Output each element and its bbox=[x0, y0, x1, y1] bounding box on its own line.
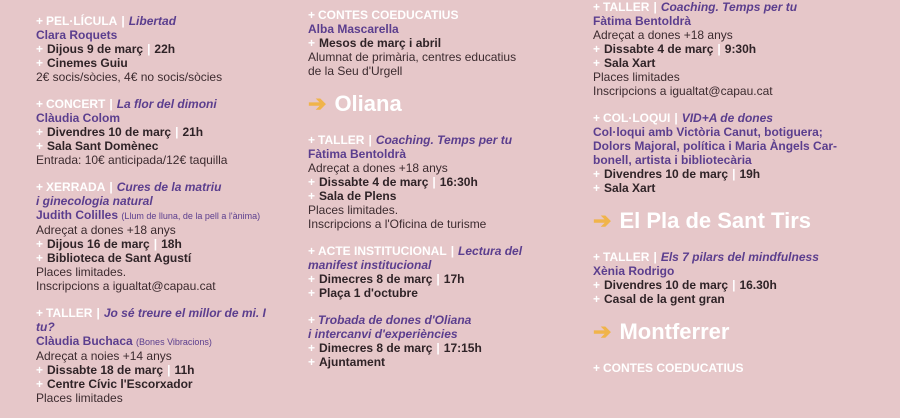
event-place: Cinemes Guiu bbox=[47, 56, 128, 70]
event-place-row: + Sala Xart bbox=[593, 181, 656, 195]
event-time: 19h bbox=[739, 167, 761, 181]
event-trobada bbox=[308, 313, 553, 369]
event-mindfulness bbox=[593, 250, 873, 306]
event-title: Libertad bbox=[128, 14, 177, 28]
event-note: Alumnat de primària, centres educatius bbox=[308, 50, 517, 64]
event-date-row: + Dijous 16 de març | 18h bbox=[36, 237, 182, 251]
event-header: + XERRADA | Cures de la matriu bbox=[36, 180, 222, 194]
event-date: Dimecres 8 de març bbox=[319, 341, 433, 355]
event-type: ACTE INSTITUCIONAL bbox=[318, 244, 447, 258]
event-header: + TALLER | Jo sé treure el millor de mi. I tu? bbox=[36, 306, 266, 334]
event-title: Cures de la matriu bbox=[116, 180, 222, 194]
event-type: TALLER bbox=[603, 0, 650, 14]
event-header: + Trobada de dones d'Oliana bbox=[308, 313, 472, 327]
event-time: 9:30h bbox=[724, 42, 757, 56]
event-description: Col·loqui amb Victòria Canut, botiguera; bbox=[593, 125, 823, 139]
event-title: Coaching. Temps per tu bbox=[375, 133, 513, 147]
event-audience: Adreçat a dones +18 anys bbox=[36, 223, 176, 237]
event-header: + TALLER | Coaching. Temps per tu bbox=[593, 0, 798, 14]
event-type: CONTES COEDUCATIUS bbox=[603, 361, 744, 375]
section-title: Oliana bbox=[334, 91, 402, 116]
event-header: + COL·LOQUI | VID+A de dones bbox=[593, 111, 773, 125]
event-header: + CONCERT | La flor del dimoni bbox=[36, 97, 217, 111]
event-time: 17h bbox=[443, 272, 465, 286]
event-note: Places limitades bbox=[593, 70, 680, 84]
event-place: Biblioteca de Sant Agustí bbox=[47, 251, 192, 265]
event-speaker: Clara Roquets bbox=[36, 28, 118, 42]
event-note: Places limitades bbox=[36, 391, 123, 405]
event-date: Divendres 10 de març bbox=[604, 167, 729, 181]
event-date-row: + Divendres 10 de març | 16.30h bbox=[593, 278, 777, 292]
event-title-line2: i ginecologia natural bbox=[36, 194, 153, 208]
arrow-right-icon: ➔ bbox=[308, 91, 327, 116]
event-concert bbox=[36, 97, 281, 167]
event-speaker: Alba Mascarella bbox=[308, 22, 399, 36]
event-note: Places limitades. bbox=[308, 203, 399, 217]
event-date: Dimecres 8 de març bbox=[319, 272, 433, 286]
event-speaker: Fàtima Bentoldrà bbox=[308, 147, 407, 161]
event-time: 16.30h bbox=[739, 278, 777, 292]
event-date: Divendres 10 de març bbox=[604, 278, 729, 292]
event-contes-montferrer bbox=[593, 361, 873, 375]
event-place-row: + Casal de la gent gran bbox=[593, 292, 725, 306]
event-place: Sala Xart bbox=[604, 181, 656, 195]
event-place: Plaça 1 d'octubre bbox=[319, 286, 418, 300]
event-description: bonell, artista i bibliotecària bbox=[593, 153, 752, 167]
event-title: Els 7 pilars del mindfulness bbox=[660, 250, 819, 264]
event-type: TALLER bbox=[603, 250, 650, 264]
event-audience: Adreçat a dones +18 anys bbox=[593, 28, 733, 42]
event-type: TALLER bbox=[46, 306, 93, 320]
event-header: + TALLER | Coaching. Temps per tu bbox=[308, 133, 513, 147]
event-note: de la Seu d'Urgell bbox=[308, 64, 403, 78]
event-audience: Adreçat a noies +14 anys bbox=[36, 349, 172, 363]
event-pellicula bbox=[36, 14, 281, 84]
event-time: 22h bbox=[154, 42, 176, 56]
event-speaker: Fàtima Bentoldrà bbox=[593, 14, 692, 28]
event-date: Dissabte 4 de març bbox=[319, 175, 429, 189]
arrow-right-icon: ➔ bbox=[593, 208, 612, 233]
speaker-name: Judith Colilles bbox=[36, 208, 119, 222]
event-date-row: + Divendres 10 de març | 19h bbox=[593, 167, 761, 181]
event-place: Sala Xart bbox=[604, 56, 656, 70]
event-place-row: + Sala Sant Domènec bbox=[36, 139, 159, 153]
event-place: Centre Cívic l'Escorxador bbox=[47, 377, 193, 391]
event-acte bbox=[308, 244, 553, 300]
column-1 bbox=[36, 14, 281, 418]
event-place: Casal de la gent gran bbox=[604, 292, 725, 306]
event-speaker bbox=[36, 208, 281, 223]
event-note: Entrada: 10€ anticipada/12€ taquilla bbox=[36, 153, 228, 167]
event-date: Dissabte 18 de març bbox=[47, 363, 164, 377]
event-header: + CONTES COEDUCATIUS bbox=[308, 8, 459, 22]
event-note: 2€ socis/sòcies, 4€ no socis/sòcies bbox=[36, 70, 223, 84]
event-date-row: + Divendres 10 de març | 21h bbox=[36, 125, 204, 139]
event-place-row: + Ajuntament bbox=[308, 355, 386, 369]
event-date-row: + Dimecres 8 de març | 17:15h bbox=[308, 341, 482, 355]
section-heading-pla-sant-tirs bbox=[593, 208, 873, 234]
event-title-line2: i intercanvi d'experiències bbox=[308, 327, 458, 341]
event-time: 16:30h bbox=[439, 175, 478, 189]
event-date: Mesos de març i abril bbox=[319, 36, 442, 50]
event-type: COL·LOQUI bbox=[603, 111, 671, 125]
event-note: Places limitades. bbox=[36, 265, 127, 279]
event-title: La flor del dimoni bbox=[116, 97, 217, 111]
event-date: Divendres 10 de març bbox=[47, 125, 172, 139]
speaker-name: Clàudia Buchaca bbox=[36, 334, 133, 348]
event-title: Lectura del bbox=[458, 244, 523, 258]
section-heading-oliana bbox=[308, 91, 553, 117]
event-header: + CONTES COEDUCATIUS bbox=[593, 361, 744, 375]
event-title: VID+A de dones bbox=[681, 111, 773, 125]
event-date-row: + Dissabte 4 de març | 9:30h bbox=[593, 42, 757, 56]
event-registration: Inscripcions a igualtat@capau.cat bbox=[593, 84, 773, 98]
column-2 bbox=[308, 8, 553, 382]
event-title-line2: manifest institucional bbox=[308, 258, 432, 272]
event-description: Dolors Majoral, política i Maria Àngels Car- bbox=[593, 139, 838, 153]
event-title: Jo sé treure el millor de mi. I tu? bbox=[36, 306, 266, 334]
event-colloqui bbox=[593, 111, 873, 195]
event-place-row: + Centre Cívic l'Escorxador bbox=[36, 377, 193, 391]
section-heading-montferrer bbox=[593, 319, 873, 345]
event-xerrada bbox=[36, 180, 281, 293]
event-speaker: Clàudia Colom bbox=[36, 111, 121, 125]
event-speaker: Xènia Rodrigo bbox=[593, 264, 675, 278]
event-time: 11h bbox=[174, 363, 195, 377]
section-title: El Pla de Sant Tirs bbox=[619, 208, 811, 233]
event-place-row: + Cinemes Guiu bbox=[36, 56, 128, 70]
event-date-row: + Dimecres 8 de març | 17h bbox=[308, 272, 465, 286]
event-date: Dissabte 4 de març bbox=[604, 42, 714, 56]
event-place: Ajuntament bbox=[319, 355, 386, 369]
event-taller-coaching-xart bbox=[593, 0, 873, 98]
event-place: Sala de Plens bbox=[319, 189, 397, 203]
column-3 bbox=[593, 0, 873, 388]
event-type: PEL·LÍCULA bbox=[46, 14, 118, 28]
event-header: + PEL·LÍCULA | Libertad bbox=[36, 14, 177, 28]
speaker-affiliation: (Bones Vibracions) bbox=[136, 337, 212, 347]
event-date-row: + Dijous 9 de març | 22h bbox=[36, 42, 176, 56]
event-type: XERRADA bbox=[46, 180, 106, 194]
event-header: + ACTE INSTITUCIONAL | Lectura del bbox=[308, 244, 523, 258]
event-taller-coaching bbox=[308, 133, 553, 231]
event-type: TALLER bbox=[318, 133, 365, 147]
event-registration: Inscripcions a l'Oficina de turisme bbox=[308, 217, 487, 231]
event-date-row: + Dissabte 4 de març | 16:30h bbox=[308, 175, 478, 189]
section-title: Montferrer bbox=[619, 319, 730, 344]
event-contes bbox=[308, 8, 553, 78]
event-time: 17:15h bbox=[443, 341, 482, 355]
event-place-row: + Biblioteca de Sant Agustí bbox=[36, 251, 192, 265]
arrow-right-icon: ➔ bbox=[593, 319, 612, 344]
speaker-affiliation: (Llum de lluna, de la pell a l'ànima) bbox=[121, 211, 261, 221]
event-date: Dijous 16 de març bbox=[47, 237, 150, 251]
event-date-row: + Mesos de març i abril bbox=[308, 36, 442, 50]
event-place-row: + Sala de Plens bbox=[308, 189, 397, 203]
event-date: Dijous 9 de març bbox=[47, 42, 144, 56]
event-audience: Adreçat a dones +18 anys bbox=[308, 161, 448, 175]
event-place-row: + Sala Xart bbox=[593, 56, 656, 70]
event-time: 18h bbox=[161, 237, 182, 251]
event-place: Sala Sant Domènec bbox=[47, 139, 159, 153]
event-registration: Inscripcions a igualtat@capau.cat bbox=[36, 279, 216, 293]
event-title: Trobada de dones d'Oliana bbox=[318, 313, 472, 327]
event-title: Coaching. Temps per tu bbox=[660, 0, 798, 14]
event-date-row: + Dissabte 18 de març | 11h bbox=[36, 363, 195, 377]
event-time: 21h bbox=[182, 125, 204, 139]
event-speaker bbox=[36, 334, 281, 349]
event-taller-noies bbox=[36, 306, 281, 405]
event-place-row: + Plaça 1 d'octubre bbox=[308, 286, 418, 300]
event-type: CONTES COEDUCATIUS bbox=[318, 8, 459, 22]
event-header: + TALLER | Els 7 pilars del mindfulness bbox=[593, 250, 819, 264]
event-type: CONCERT bbox=[46, 97, 106, 111]
